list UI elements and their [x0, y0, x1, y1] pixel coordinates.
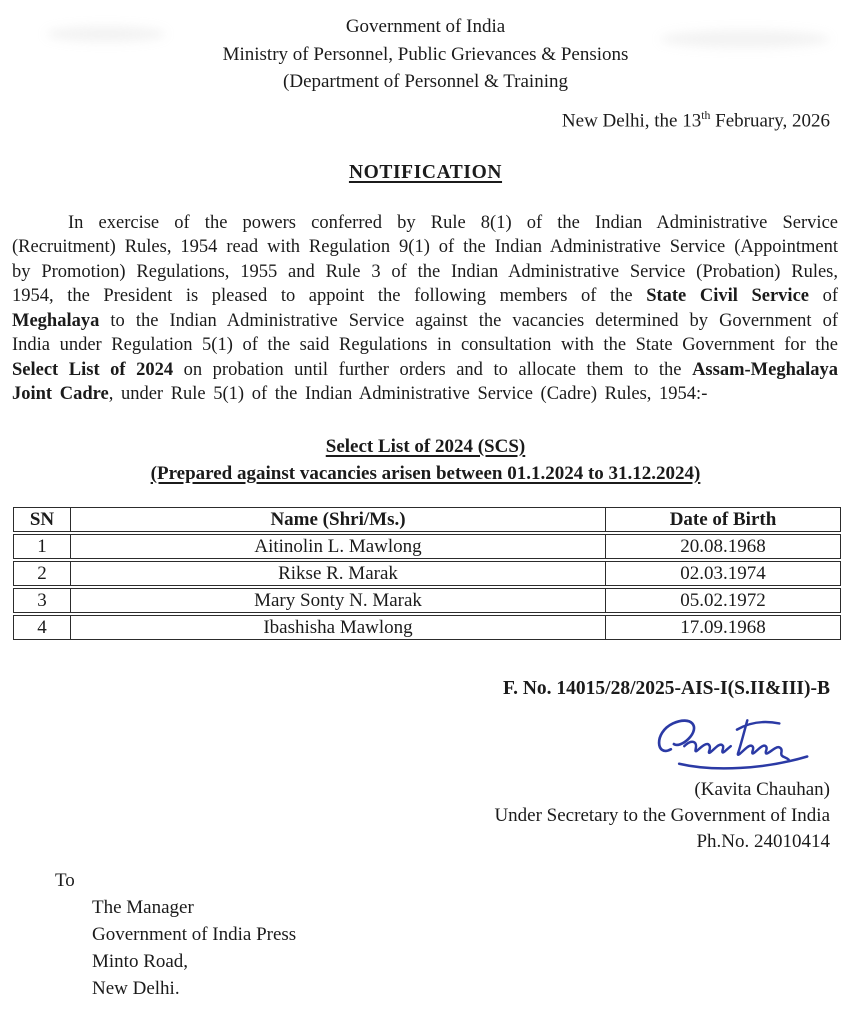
cell-dob: 17.09.1968: [606, 614, 841, 640]
addressee-lines: [92, 894, 851, 1002]
letterhead-org: Government of India: [345, 16, 506, 37]
dateline-suffix: February, 2026: [710, 109, 830, 131]
cell-sn: 1: [14, 533, 71, 560]
signatory-name: (Kavita Chauhan): [694, 778, 830, 800]
para-seg5: to the Indian Administrative Service against the vacancies determined by Government of India under Regulation 5(1) of the said Regulations in consultation with the State Government for the: [12, 310, 838, 356]
col-header-dob: Date of Birth: [606, 507, 841, 533]
table-row: [14, 587, 841, 614]
table-row: [14, 560, 841, 587]
select-list-heading-line2: (Prepared against vacancies arisen between 01.1.2024 to 31.12.2024): [150, 462, 701, 484]
file-number: F. No. 14015/28/2025-AIS-I(S.II&III)-B: [502, 677, 830, 699]
select-list-heading: [0, 433, 851, 487]
select-list-heading-line1: Select List of 2024 (SCS): [325, 435, 526, 457]
cell-dob: 20.08.1968: [606, 533, 841, 560]
notification-body-paragraph: [12, 211, 838, 407]
addressee-line: New Delhi.: [92, 977, 180, 999]
para-seg6-bold: Select List of 2024: [12, 359, 174, 380]
para-seg4-bold: Meghalaya: [12, 310, 100, 331]
cell-sn: 2: [14, 560, 71, 587]
dateline-ordinal: th: [701, 108, 711, 122]
para-seg2-bold: State Civil Service: [646, 286, 809, 307]
para-seg7: on probation until further orders and to allocate them to the: [173, 359, 693, 380]
cell-dob: 02.03.1974: [606, 560, 841, 587]
table-header-row: [14, 507, 841, 533]
signature-block: [0, 710, 851, 777]
dateline-prefix: New Delhi, the 13: [561, 109, 702, 131]
cell-sn: 3: [14, 587, 71, 614]
para-seg3: of: [809, 286, 838, 307]
addressee-block: [55, 867, 851, 1002]
notification-title: NOTIFICATION: [348, 161, 503, 183]
cell-dob: 05.02.1972: [606, 587, 841, 614]
table-row: [14, 533, 841, 560]
signatory-phone: Ph.No. 24010414: [696, 830, 830, 852]
cell-sn: 4: [14, 614, 71, 640]
letterhead: [0, 0, 851, 96]
cell-name: Ibashisha Mawlong: [71, 614, 606, 640]
addressee-line: Government of India Press: [92, 923, 297, 945]
letterhead-department: (Department of Personnel & Training: [283, 71, 568, 92]
signature-ink: [643, 710, 833, 772]
addressee-line: Minto Road,: [92, 950, 189, 972]
para-seg1: In exercise of the powers conferred by Rule 8(1) of the Indian Administrative Service (Recruitment) Rules, 1954 read with Regulation 9(1) of the Indian Administrative Service (Appointment by Promotion) Regulations, 1955 and Rule 3 of the Indian Administrative Service (Probation) Rules, 1954, the President is pleased to appoint the following members of the: [12, 212, 838, 307]
addressee-salutation: To: [55, 869, 75, 891]
para-seg9: , under Rule 5(1) of the Indian Administrative Service (Cadre) Rules, 1954:-: [108, 384, 708, 405]
cell-name: Aitinolin L. Mawlong: [71, 533, 606, 560]
letterhead-ministry: Ministry of Personnel, Public Grievances & Pensions: [222, 43, 629, 65]
cell-name: Mary Sonty N. Marak: [71, 587, 606, 614]
select-list-table: [13, 507, 841, 640]
para-seg8-bold: Assam-Meghalaya Joint Cadre: [12, 359, 838, 405]
col-header-name: Name (Shri/Ms.): [71, 507, 606, 533]
col-header-sn: SN: [14, 507, 71, 533]
cell-name: Rikse R. Marak: [71, 560, 606, 587]
table-row: [14, 614, 841, 640]
place-dateline: [0, 104, 851, 133]
addressee-line: The Manager: [92, 896, 194, 918]
signatory-designation: Under Secretary to the Government of India: [494, 804, 830, 826]
